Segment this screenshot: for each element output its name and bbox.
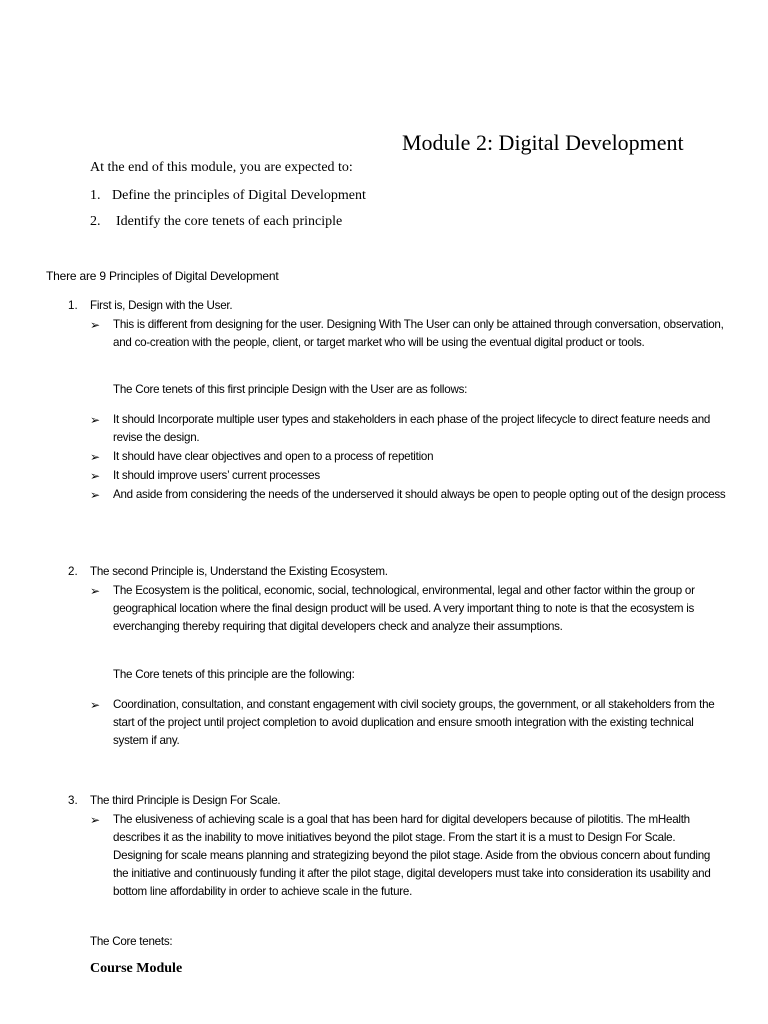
principles-header: There are 9 Principles of Digital Development [46, 269, 279, 283]
principle-1-heading: First is, Design with the User. [90, 299, 233, 312]
principle-1-tenets-intro: The Core tenets of this first principle Design with the User are as follows: [113, 383, 468, 396]
principle-2-tenet-1: Coordination, consultation, and constant engagement with civil society groups, the government, or all stakeholders from the start of the project until project completion to avoid duplication and ensure smooth integration with the existing technical system if any. [113, 698, 715, 747]
principle-2-description: The Ecosystem is the political, economic, social, technological, environmental, legal and other factor within the group or geographical location where the final design product will be used. A very important thing to note is that the ecosystem is everchanging thereby requiring that digital developers check and analyze their assumptions. [113, 584, 695, 633]
principle-3-heading: The third Principle is Design For Scale. [90, 794, 281, 807]
principle-2-tenets-intro: The Core tenets of this principle are the following: [113, 668, 355, 681]
arrow-bullet-icon: ➢ [90, 584, 101, 598]
arrow-bullet-icon: ➢ [90, 318, 101, 332]
footer-course-module: Course Module [90, 961, 183, 976]
arrow-bullet-icon: ➢ [90, 813, 101, 827]
principle-1-number: 1. [68, 299, 78, 312]
principle-1-tenet-2: It should have clear objectives and open to a process of repetition [113, 450, 434, 463]
objective-1-text: Define the principles of Digital Development [112, 188, 366, 203]
objective-2-number: 2. [90, 214, 101, 229]
principle-1-tenet-3: It should improve users’ current processes [113, 469, 320, 482]
arrow-bullet-icon: ➢ [90, 450, 101, 464]
arrow-bullet-icon: ➢ [90, 698, 101, 712]
principle-1-description: This is different from designing for the user. Designing With The User can only be attained through conversation, observation, and co-creation with the people, client, or target market who will be using the eventual digital product or tools. [113, 318, 724, 349]
arrow-bullet-icon: ➢ [90, 469, 101, 483]
principle-3-description: The elusiveness of achieving scale is a goal that has been hard for digital developers because of pilotitis. The mHealth describes it as the inability to move initiatives beyond the pilot stage. From the start it is a must to Design For Scale. Designing for scale means planning and strategizing beyond the pilot stage. Aside from the obvious concern about funding the initiative and continuously funding it after the pilot stage, digital developers must take into consideration its usability and bottom line affordability in order to achieve scale in the future. [113, 813, 711, 898]
objective-1-number: 1. [90, 188, 101, 203]
objective-2-text: Identify the core tenets of each principle [116, 214, 343, 229]
principle-3-tenets-intro: The Core tenets: [90, 935, 173, 948]
arrow-bullet-icon: ➢ [90, 413, 101, 427]
module-title: Module 2: Digital Development [402, 130, 684, 155]
principle-2-heading: The second Principle is, Understand the Existing Ecosystem. [90, 565, 388, 578]
principle-3-number: 3. [68, 794, 78, 807]
intro-text: At the end of this module, you are expected to: [90, 160, 353, 175]
arrow-bullet-icon: ➢ [90, 488, 101, 502]
principle-2-number: 2. [68, 565, 78, 578]
principle-1-tenet-1: It should Incorporate multiple user types and stakeholders in each phase of the project lifecycle to direct feature needs and revise the design. [113, 413, 711, 444]
principle-1-tenet-4: And aside from considering the needs of the underserved it should always be open to people opting out of the design process [113, 488, 726, 501]
